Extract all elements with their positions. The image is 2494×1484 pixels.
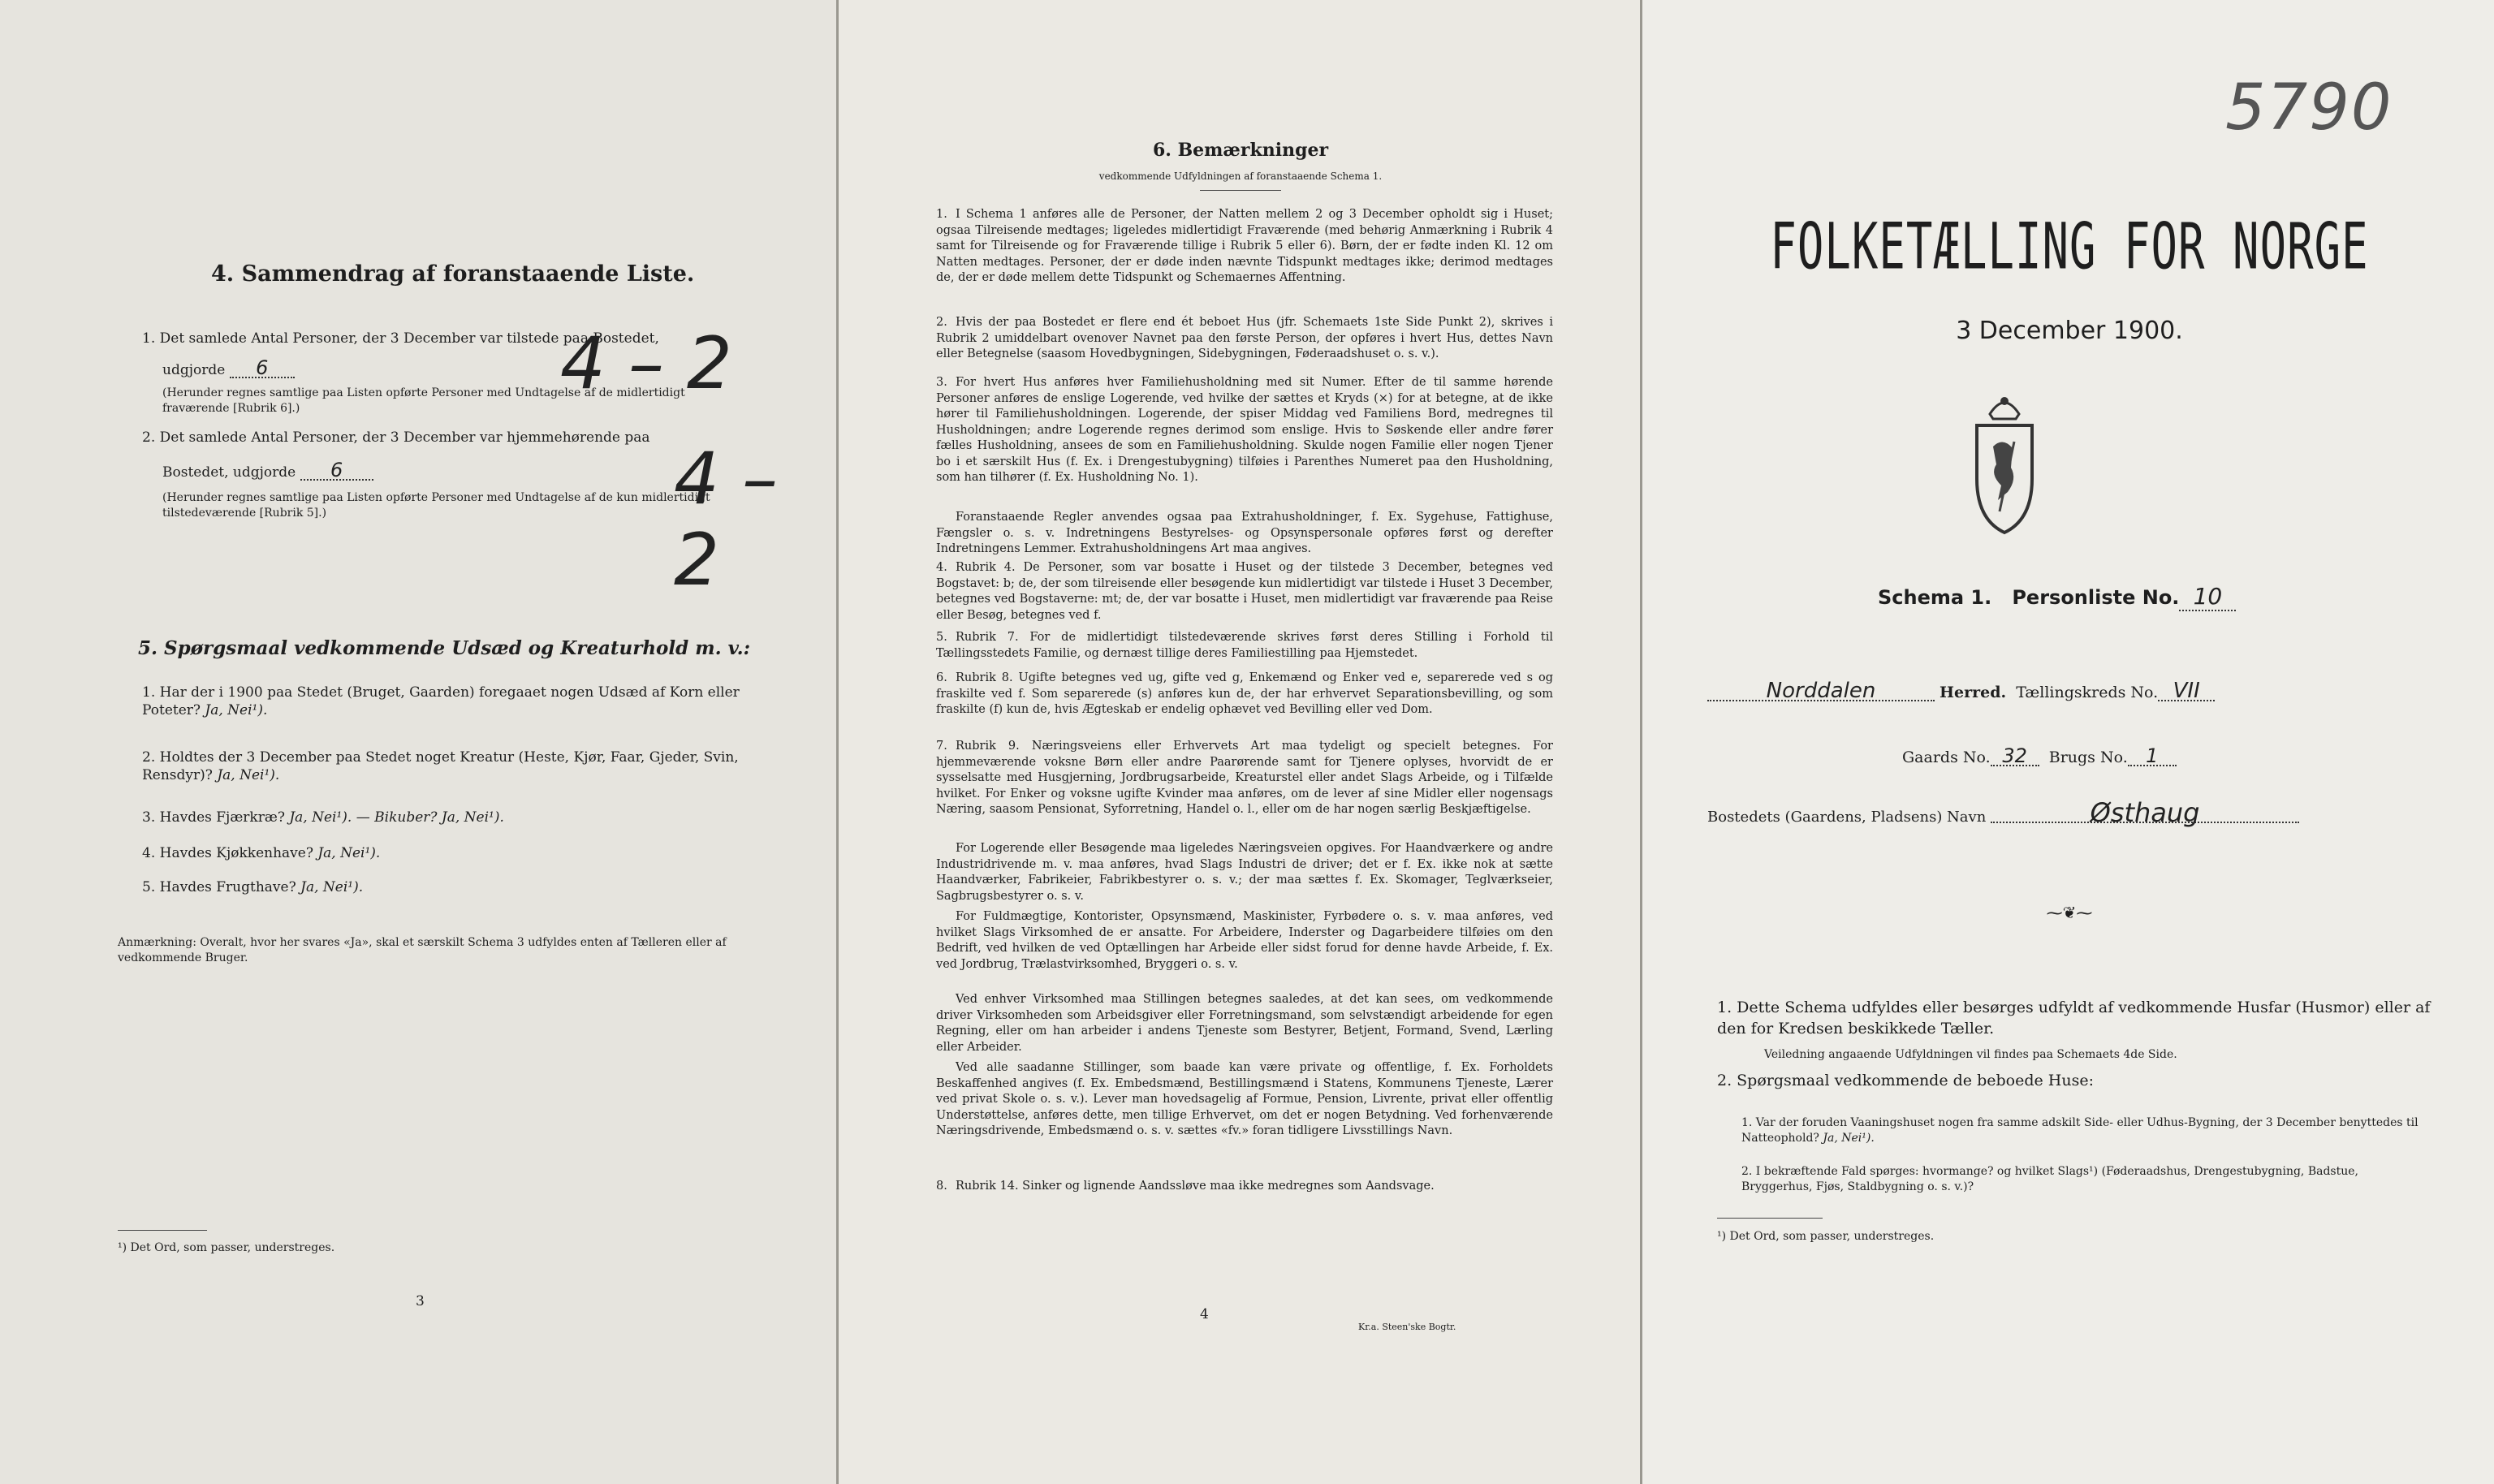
brugs-label: Brugs No. [2048, 748, 2128, 766]
q5-text: 5. Havdes Frugthave? [142, 879, 296, 895]
footnote-right: ¹) Det Ord, som passer, understreges. [1717, 1230, 1935, 1243]
item2-value: 6 [300, 461, 373, 481]
remark-7: 7. Rubrik 9. Næringsveiens eller Erhvervets Art maa tydeligt og specielt betegnes. For hjemmeværende voksne Børn eller andre Paarørende samt for Tjenere oplyses, hvorvidt de er sysselsatte med Husgjerning, Jordbrugsarbeide, Kreaturstel eller andet Slags Arbeide, og i Tilfælde hvilket. For Enker og voksne ugifte Kvinder maa anføres, om de lever af sine Midler eller nogensags Næring, saasom Pensionat, Syforretning, Handel o. l., eller om de har nogen særlig Beskjæftigelse. [936, 740, 1553, 816]
remark-3b: Foranstaaende Regler anvendes ogsaa paa Extrahusholdninger, f. Ex. Sygehuse, Fattighuse, Fængsler o. s. v. Indretningens Bestyrelses- og Opsynspersonale opføres først og derefter Indretningens Lemmer. Extrahusholdningens Art maa angives. [936, 511, 1553, 555]
page-number-left: 3 [416, 1293, 425, 1309]
footnote-rule-right [1717, 1218, 1823, 1219]
census-date: 3 December 1900. [1956, 317, 2183, 345]
q4-answer: Ja, Nei¹). [317, 845, 381, 861]
item2-line [162, 461, 373, 481]
page-right [1640, 0, 2494, 1484]
instruction-2-q2: 2. I bekræftende Fald spørges: hvormange? og hvilket Slags¹) (Føderaadshus, Drengestubygning, Badstue, Bryggerhus, Fjøs, Staldbygning o. s. v.)? [1741, 1165, 2358, 1193]
remark-6: 6. Rubrik 8. Ugifte betegnes ved ug, gifte ved g, Enkemænd og Enker ved e, separerede ved s og fraskilte ved f. Som separerede (s) anføres kun de, der har erhvervet Separationsbevilling, og som fraskilte (f) kun de, hvis Ægteskab er endelig ophævet ved Bevilling eller ved Dom. [936, 671, 1553, 716]
item1-value: 6 [230, 359, 295, 378]
item2-note: (Herunder regnes samtlige paa Listen opførte Personer med Undtagelse af de kun midlertidigt tilstedeværende [Rubrik 5].) [162, 491, 710, 520]
personliste-label: Personliste No. [2012, 586, 2180, 609]
q5-answer: Ja, Nei¹). [300, 879, 364, 895]
q2-text: 2. Holdtes der 3 December paa Stedet noget Kreatur (Heste, Kjør, Faar, Gjeder, Svin, Rensdyr)? [142, 749, 739, 783]
remark-7e: Ved alle saadanne Stillinger, som baade kan være private og offentlige, f. Ex. Forholdets Beskaffenhed angives (f. Ex. Embedsmænd, Bestillingsmænd i Statens, Kommunens Tjeneste, Lærer ved privat Skole o. s. v.). Lever man hovedsagelig af Formue, Pension, Livrente, privat eller offentlig Understøttelse, anføres dette, men tillige Erhvervet, om det er nogen Betydning. Ved forhenværende Næringsdrivende, Embedsmænd o. s. v. sættes «fv.» foran tidligere Livsstillings Navn. [936, 1061, 1553, 1137]
page-number-middle: 4 [1200, 1306, 1209, 1322]
q3 [142, 809, 743, 826]
remarks-subtitle: vedkommende Udfyldningen af foranstaaende Schema 1. [1098, 170, 1383, 182]
item1-handwriting: 4 – 2 [560, 321, 732, 405]
q1 [142, 684, 743, 719]
section5-title: 5. Spørgsmaal vedkommende Udsæd og Kreaturhold m. v.: [138, 637, 751, 659]
q3-answer: Ja, Nei¹). — Bikuber? Ja, Nei¹). [289, 809, 504, 826]
bosted-line [1707, 797, 2299, 828]
remarks-title: 6. Bemærkninger [1152, 140, 1329, 161]
item1-text: 1. Det samlede Antal Personer, der 3 December var tilstede paa Bostedet, [142, 330, 659, 347]
remark: Anmærkning: Overalt, hvor her svares «Ja», skal et særskilt Schema 3 udfyldes enten af Tælleren eller af vedkommende Bruger. [118, 936, 727, 964]
instruction-1-note: Veiledning angaaende Udfyldningen vil findes paa Schemaets 4de Side. [1764, 1048, 2177, 1061]
instruction-2: 2. Spørgsmaal vedkommende de beboede Huse: [1717, 1072, 2094, 1089]
remark-1: 1. I Schema 1 anføres alle de Personer, der Natten mellem 2 og 3 December opholdt sig i Huset; ogsaa Tilreisende medtages; ligeledes midlertidigt Fraværende (med behørig Anmærkning i Rubrik 4 samt for Tilreisende og for Fraværende tillige i Rubrik 5 eller 6). Børn, der er fødte inden Kl. 12 om Natten medtages. Personer, der er døde inden nævnte Tidspunkt medtages ikke; derimod medtages de, der er døde mellem dette Tidspunkt og Schemaernes Affentning. [936, 208, 1553, 284]
item2-text: 2. Det samlede Antal Personer, der 3 December var hjemmehørende paa [142, 429, 650, 446]
q3-text: 3. Havdes Fjærkræ? [142, 809, 285, 826]
instruction-1: 1. Dette Schema udfyldes eller besørges udfyldt af vedkommende Husfar (Husmor) eller af den for Kredsen beskikkede Tæller. [1717, 999, 2431, 1038]
census-title: FOLKETÆLLING FOR NORGE [1770, 209, 2369, 284]
herred-line [1707, 679, 2215, 703]
page-middle [836, 0, 1640, 1484]
remark-7b: For Logerende eller Besøgende maa ligeledes Næringsveien opgives. For Haandværkere og andre Industridrivende m. v. maa anføres, hvad Slags Industri de driver; det er f. Ex. ikke nok at sætte Haandværker, Fabrikeier, Fabrikbestyrer o. s. v.; der maa sættes f. Ex. Skomager, Teglværkseier, Sagbrugsbestyrer o. s. v. [936, 842, 1553, 903]
remark-3: 3. For hvert Hus anføres hver Familiehusholdning med sit Numer. Efter de til samme hørende Personer anføres de enslige Logerende, ved hvilke der sættes et Kryds (×) for at betegne, at de ikke hører til Familiehusholdningen. Logerende, der spiser Middag ved Familiens Bord, medregnes til Husholdningen; andre Logerende regnes derimod som enslige. Hvis to Søskende eller andre fører fælles Husholdning, ansees de som en Familiehusholdning. Skulde nogen Familie eller nogen Tjener bo i et særskilt Hus (f. Ex. i Drengestubygning) tilføies i Parenthes Numeret paa den Husholdning, som han tilhører (f. Ex. Husholdning No. 1). [936, 376, 1553, 484]
instruction-2-q1-answer: Ja, Nei¹). [1823, 1132, 1875, 1145]
q4-text: 4. Havdes Kjøkkenhave? [142, 845, 313, 861]
gaard-line [1902, 744, 2177, 767]
divider-ornament-icon: ⁓❦⁓ [2046, 903, 2093, 922]
schema-line [1878, 583, 2236, 611]
gaards-label: Gaards No. [1902, 748, 1991, 766]
item1-note: (Herunder regnes samtlige paa Listen opførte Personer med Undtagelse af de midlertidigt fraværende [Rubrik 6].) [162, 386, 685, 415]
printer-mark: Kr.a. Steen'ske Bogtr. [1358, 1322, 1456, 1332]
page-left [0, 0, 836, 1484]
bosted-value: Østhaug [1991, 804, 2299, 823]
kreds-label: Tællingskreds No. [2016, 684, 2159, 701]
brugs-value: 1 [2128, 747, 2177, 766]
schema-label: Schema 1. [1878, 586, 1992, 609]
herred-label: Herred. [1940, 684, 2007, 701]
q5 [142, 878, 743, 896]
footnote: ¹) Det Ord, som passer, understreges. [118, 1241, 335, 1254]
remark-7d: Ved enhver Virksomhed maa Stillingen betegnes saaledes, at det kan sees, om vedkommende driver Virksomheden som Arbeidsgiver eller Forretningsmand, som selvstændigt arbeidende for egen Regning, eller om han arbeider i andens Tjeneste som Bestyrer, Betjent, Formand, Svend, Lærling eller Arbeider. [936, 993, 1553, 1054]
instruction-2-q1 [1741, 1115, 2431, 1146]
instruction-2-q1-text: 1. Var der foruden Vaaningshuset nogen fra samme adskilt Side- eller Udhus-Bygning, der 3 December benyttedes til Natteophold? [1741, 1116, 2418, 1145]
personliste-value: 10 [2179, 583, 2236, 611]
remark-7c: For Fuldmægtige, Kontorister, Opsynsmænd, Maskinister, Fyrbødere o. s. v. maa anføres, ved hvilket Slags Virksomhed de er ansatte. For Arbeidere, Inderster og Dagarbeidere tilføies om den Bedrift, ved hvilken de ved Optællingen har Arbeide eller sidst forud for denne havde Arbeide, f. Ex. ved Jordbrug, Trælastvirksomhed, Bryggeri o. s. v. [936, 910, 1553, 971]
archive-number: 5790 [2225, 71, 2393, 145]
gaards-value: 32 [1991, 747, 2039, 766]
item2-prefix: Bostedet, udgjorde [162, 464, 296, 481]
title-rule [1200, 190, 1281, 191]
herred-value: Norddalen [1707, 682, 1935, 701]
item2-handwriting: 4 – 2 [674, 437, 778, 602]
remark-8: 8. Rubrik 14. Sinker og lignende Aandssløve maa ikke medregnes som Aandsvage. [936, 1180, 1435, 1193]
bosted-label: Bostedets (Gaardens, Pladsens) Navn [1707, 809, 1987, 826]
q2-answer: Ja, Nei¹). [217, 767, 280, 783]
item1-prefix: udgjorde [162, 362, 226, 378]
norway-coat-of-arms-icon [1965, 390, 2043, 536]
q4 [142, 844, 743, 862]
remark-4: 4. Rubrik 4. De Personer, som var bosatte i Huset og der tilstede 3 December, betegnes ved Bogstavet: b; de, der som tilreisende eller besøgende kun midlertidigt var tilstede i Huset 3 December, betegnes ved Bogstaverne: mt; de, der var bosatte i Huset, men midlertidigt var fraværende paa Reise eller Besøg, betegnes ved f. [936, 561, 1553, 622]
remark-2: 2. Hvis der paa Bostedet er flere end ét beboet Hus (jfr. Schemaets 1ste Side Punkt 2), skrives i Rubrik 2 umiddelbart ovenover Navnet paa den første Person, der opføres i hvert Hus, dettes Navn eller Betegnelse (saasom Hovedbygningen, Sidebygningen, Føderaadshuset o. s. v.). [936, 316, 1553, 360]
item1-line [162, 356, 295, 379]
q1-text: 1. Har der i 1900 paa Stedet (Bruget, Gaarden) foregaaet nogen Udsæd af Korn eller Poteter? [142, 684, 740, 718]
kreds-value: VII [2158, 682, 2215, 701]
q1-answer: Ja, Nei¹). [205, 702, 268, 718]
section4-title: 4. Sammendrag af foranstaaende Liste. [211, 261, 695, 287]
footnote-rule [118, 1230, 207, 1231]
remark-5: 5. Rubrik 7. For de midlertidigt tilstedeværende skrives først deres Stilling i Forhold til Tællingsstedets Familie, og dernæst tillige deres Familiestilling paa Hjemstedet. [936, 631, 1553, 660]
q2 [142, 748, 743, 784]
